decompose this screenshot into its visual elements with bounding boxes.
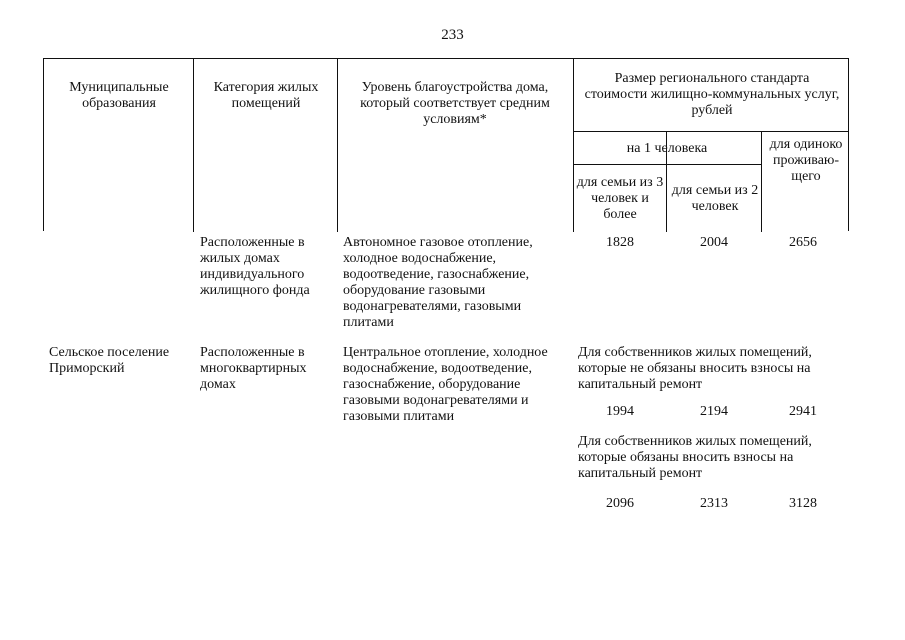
page-number: 233	[441, 27, 464, 43]
header-category: Категория жилых помещений	[213, 80, 319, 111]
divider	[573, 164, 761, 165]
header-municipality: Муниципальные образования	[69, 80, 169, 111]
header-single: для одиноко проживаю-щего	[769, 137, 843, 184]
divider	[761, 131, 762, 232]
row2-value2-family3: 2096	[606, 496, 634, 511]
header-amenities: Уровень благоустройства дома, который соответствует средним условиям*	[360, 80, 550, 127]
row2-note-capital-repair: Для собственников жилых помещений, которые обязаны вносить взносы на капитальный ремонт	[578, 434, 812, 481]
divider	[573, 59, 574, 232]
divider	[573, 131, 849, 132]
row2-municipality: Сельское поселение Приморский	[49, 345, 170, 376]
row1-value-single: 2656	[789, 235, 817, 250]
row2-note-no-capital-repair: Для собственников жилых помещений, которые не обязаны вносить взносы на капитальный ремонт	[578, 345, 812, 392]
table-header	[43, 58, 849, 231]
row1-value-family2: 2004	[700, 235, 728, 250]
divider	[337, 59, 338, 232]
header-family-2: для семьи из 2 человек	[671, 183, 759, 214]
row2-value2-single: 3128	[789, 496, 817, 511]
header-standard-size: Размер регионального стандарта стоимости жилищно-коммунальных услуг, рублей	[584, 71, 840, 118]
row1-category: Расположенные в жилых домах индивидуального жилищного фонда	[200, 235, 310, 298]
row2-amenities: Центральное отопление, холодное водоснабжение, водоотведение, газоснабжение, оборудование газовыми водонагревателями и газовыми плитами	[343, 345, 548, 424]
header-family-3: для семьи из 3 человек и более	[576, 175, 664, 222]
row1-amenities: Автономное газовое отопление, холодное водоснабжение, водоотведение, газоснабжение, оборудование газовыми водонагревателями, газовыми плитами	[343, 235, 533, 330]
header-per-person: на 1 человека	[626, 141, 708, 156]
row1-value-family3: 1828	[606, 235, 634, 250]
row2-value1-single: 2941	[789, 404, 817, 419]
divider	[193, 59, 194, 232]
row2-value1-family2: 2194	[700, 404, 728, 419]
row2-value1-family3: 1994	[606, 404, 634, 419]
row2-value2-family2: 2313	[700, 496, 728, 511]
row2-category: Расположенные в многоквартирных домах	[200, 345, 307, 392]
